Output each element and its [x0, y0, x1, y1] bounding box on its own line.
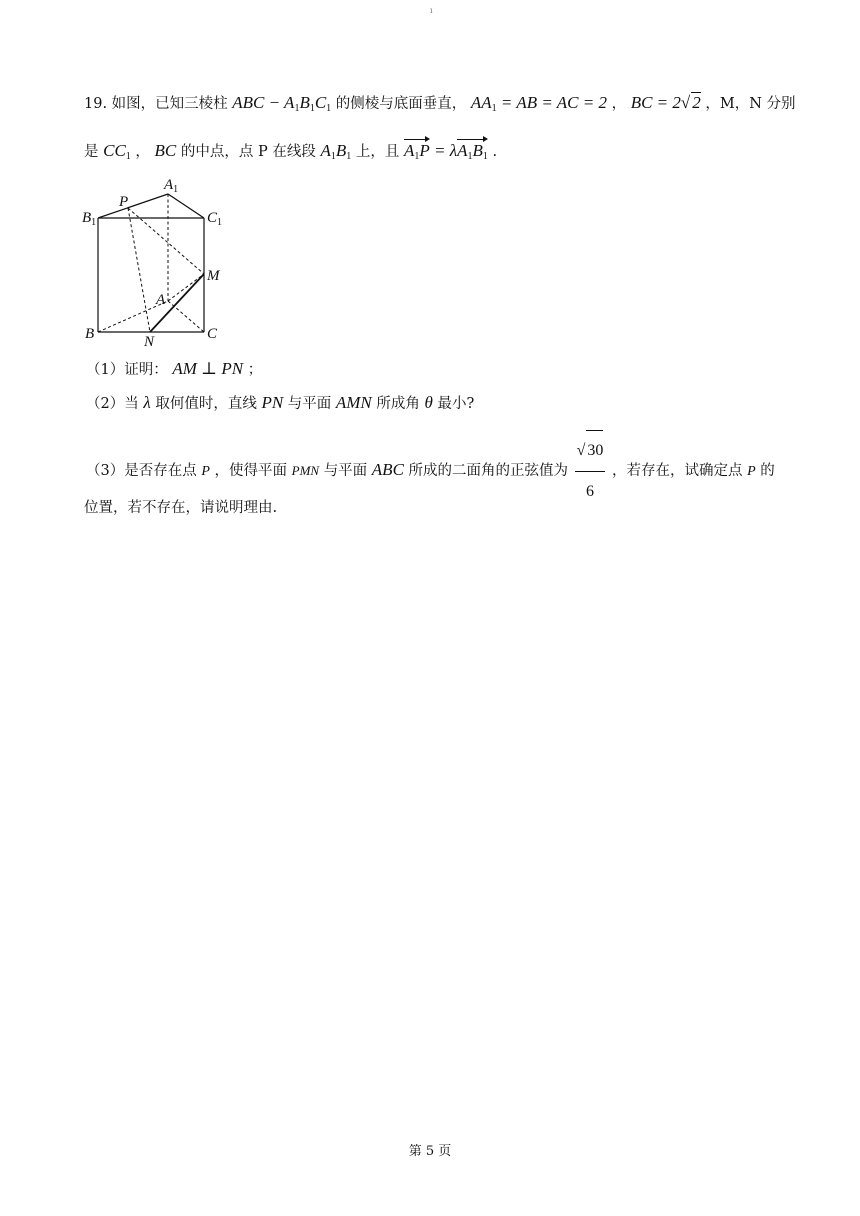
q3-text: 的 — [760, 463, 775, 479]
text: 的侧棱与底面垂直， — [335, 96, 467, 112]
q2-prefix: （2）当 — [86, 396, 139, 412]
prism-name: ABC − $A_1B_1C_1$ — [232, 93, 332, 114]
q2-lambda: λ — [143, 393, 151, 412]
q3-p: P — [201, 464, 210, 479]
prism-figure — [80, 176, 240, 346]
vector-equation: $A_1P = \lambda A_1B_1$ — [403, 141, 488, 162]
label-a: A — [156, 292, 166, 308]
equation-edges: $AA_1$ = AB = AC = 2 — [470, 93, 607, 114]
text: 的中点，点 P 在线段 — [180, 144, 316, 160]
label-p: P — [119, 194, 129, 210]
q3-p2: P — [747, 464, 756, 479]
q2-theta: θ — [424, 393, 433, 412]
q2-text: 所成角 — [376, 396, 420, 412]
label-m: M — [207, 268, 220, 284]
label-b: B — [85, 326, 95, 342]
label-a1: $A_1$ — [164, 177, 179, 195]
equation-bc: BC = 2√ 2 — [630, 93, 701, 112]
edge-b1-a1 — [98, 194, 168, 218]
q3-pmn: PMN — [291, 463, 320, 478]
label-c: C — [207, 326, 218, 342]
question-1 — [86, 358, 262, 379]
text: 是 — [84, 144, 99, 160]
q2-amn: AMN — [335, 393, 372, 412]
segment-a1b1: $A_1B_1$ — [320, 141, 352, 162]
q3-text: 所成的二面角的正弦值为 — [408, 463, 569, 479]
header-mark: ı — [430, 6, 433, 15]
q3-text: ，使得平面 — [214, 463, 288, 479]
label-c1: $C_1$ — [207, 210, 223, 228]
q2-text: 取何值时，直线 — [155, 396, 257, 412]
question-2 — [86, 392, 474, 413]
text: . — [492, 144, 498, 160]
question-3-cont: 位置，若不存在，请说明理由. — [84, 500, 278, 516]
q3-abc: ABC — [371, 460, 404, 479]
q2-pn: PN — [261, 393, 284, 412]
text: ， — [135, 144, 150, 160]
segment-a-m — [168, 274, 204, 301]
problem-line-1 — [84, 92, 796, 114]
q1-end: ； — [247, 362, 263, 378]
q3-text: 与平面 — [323, 463, 368, 479]
problem-line-2 — [84, 140, 497, 162]
text: ， — [611, 96, 627, 112]
page-footer: 第 5 页 — [408, 1144, 452, 1159]
q3-text: ，若存在，试确定点 — [612, 463, 743, 479]
q2-text: 与平面 — [287, 396, 332, 412]
text: ，M，N 分别 — [705, 96, 796, 112]
text: 上，且 — [355, 144, 400, 160]
edge-a-c — [168, 301, 204, 332]
q1-expr: AM ⊥ PN — [172, 359, 244, 378]
label-n: N — [144, 334, 155, 346]
segment-cc1: $CC_1$ — [103, 141, 131, 162]
segment-bc: BC — [154, 141, 177, 160]
edge-a1-c1 — [168, 194, 204, 218]
label-b1: $B_1$ — [82, 210, 97, 228]
problem-number: 19. — [84, 96, 108, 112]
q2-text: 最小? — [437, 396, 475, 412]
q3-prefix: （3）是否存在点 — [86, 463, 197, 479]
q1-prefix: （1）证明： — [86, 362, 168, 378]
q3-fraction: $\frac{√ 30}{6}$ — [575, 430, 606, 512]
text: 如图，已知三棱柱 — [111, 96, 228, 112]
